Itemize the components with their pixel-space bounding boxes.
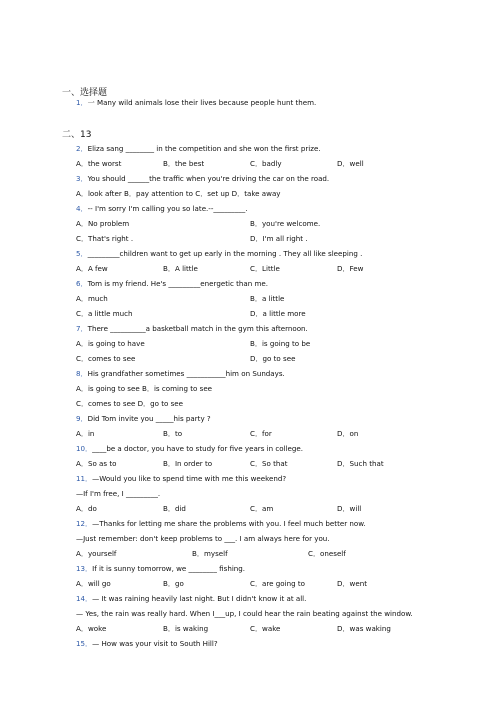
option-c[interactable]: C．So that — [250, 459, 288, 468]
question-7 — [76, 324, 308, 333]
question-8 — [76, 369, 285, 378]
option-c[interactable]: C．Little — [250, 264, 280, 273]
option-d[interactable]: D．a little more — [250, 309, 306, 318]
question-number: 14． — [76, 594, 93, 603]
question-number: 11． — [76, 474, 93, 483]
option-d[interactable]: D．went — [337, 579, 367, 588]
option-b[interactable]: B．you're welcome. — [250, 219, 321, 228]
option-c[interactable]: C．wake — [250, 624, 281, 633]
question-5 — [76, 249, 362, 258]
question-number: 3． — [76, 174, 88, 183]
question-text: ____be a doctor, you have to study for five years in college. — [92, 444, 304, 453]
question-15 — [76, 639, 218, 648]
question-12-response: —Just remember: don't keep problems to ___. I am always here for you. — [76, 534, 330, 543]
question-1 — [76, 98, 316, 107]
option-a[interactable]: A．woke — [76, 624, 107, 633]
option-a[interactable]: A．yourself — [76, 549, 117, 558]
option-d[interactable]: D．on — [337, 429, 359, 438]
question-number: 6． — [76, 279, 88, 288]
option-a[interactable]: A．So as to — [76, 459, 117, 468]
option-a[interactable]: A．much — [76, 294, 108, 303]
option-b[interactable]: B．In order to — [163, 459, 213, 468]
option-b[interactable]: B．myself — [192, 549, 228, 558]
option-a[interactable]: A．No problem — [76, 219, 130, 228]
question-text: _________children want to get up early in the morning . They all like sleeping . — [87, 249, 363, 258]
option-d[interactable]: D．Few — [337, 264, 364, 273]
option-b[interactable]: B．go — [163, 579, 184, 588]
question-text: His grandfather sometimes ___________him on Sundays. — [87, 369, 285, 378]
question-10 — [76, 444, 303, 453]
option-c[interactable]: C．for — [250, 429, 272, 438]
option-b[interactable]: B．to — [163, 429, 183, 438]
question-text: — It was raining heavily last night. But I didn't know it at all. — [92, 594, 307, 603]
question-text: You should ______the traffic when you're driving the car on the road. — [87, 174, 330, 183]
option-c[interactable]: C．am — [250, 504, 274, 513]
option-a[interactable]: A．in — [76, 429, 95, 438]
question-11-response: —If I'm free, I _________. — [76, 489, 161, 498]
option-d[interactable]: D．will — [337, 504, 362, 513]
question-number: 7． — [76, 324, 88, 333]
question-number: 8． — [76, 369, 88, 378]
option-b[interactable]: B．did — [163, 504, 186, 513]
question-text: — How was your visit to South Hill? — [92, 639, 218, 648]
question-2 — [76, 144, 321, 153]
question-text: There __________a basketball match in the gym this afternoon. — [87, 324, 308, 333]
question-number: 15． — [76, 639, 93, 648]
question-number: 2． — [76, 144, 88, 153]
options-line-2[interactable]: C．comes to see D．go to see — [76, 399, 184, 408]
option-b[interactable]: B．the best — [163, 159, 205, 168]
option-c[interactable]: C．a little much — [76, 309, 133, 318]
option-b[interactable]: B．is going to be — [250, 339, 311, 348]
option-a[interactable]: A．do — [76, 504, 97, 513]
question-number: 1． — [76, 98, 88, 107]
question-6 — [76, 279, 268, 288]
option-d[interactable]: D．was waking — [337, 624, 391, 633]
question-13 — [76, 564, 245, 573]
question-3 — [76, 174, 329, 183]
option-b[interactable]: B．A little — [163, 264, 198, 273]
option-c[interactable]: C．are going to — [250, 579, 305, 588]
option-d[interactable]: D．go to see — [250, 354, 296, 363]
question-text: —Would you like to spend time with me this weekend? — [92, 474, 287, 483]
option-b[interactable]: B．is waking — [163, 624, 209, 633]
option-c[interactable]: C．comes to see — [76, 354, 136, 363]
option-c[interactable]: C．badly — [250, 159, 282, 168]
question-text: —Thanks for letting me share the problems with you. I feel much better now. — [92, 519, 366, 528]
question-text: 一 Many wild animals lose their lives because people hunt them. — [87, 98, 317, 107]
question-14 — [76, 594, 306, 603]
question-14-response: — Yes, the rain was really hard. When I___up, I could hear the rain beating against the window. — [76, 609, 413, 618]
question-number: 4． — [76, 204, 88, 213]
options-line-1[interactable]: A．is going to see B．is coming to see — [76, 384, 213, 393]
option-b[interactable]: B．a little — [250, 294, 285, 303]
option-a[interactable]: A．A few — [76, 264, 108, 273]
question-text: Eliza sang ________ in the competition and she won the first prize. — [87, 144, 321, 153]
question-number: 5． — [76, 249, 88, 258]
section-heading-1: 一、选择题 — [62, 88, 108, 98]
question-number: 12． — [76, 519, 93, 528]
option-d[interactable]: D．Such that — [337, 459, 384, 468]
option-a[interactable]: A．will go — [76, 579, 111, 588]
option-d[interactable]: D．I'm all right . — [250, 234, 308, 243]
question-text: If it is sunny tomorrow, we ________ fishing. — [92, 564, 246, 573]
question-4 — [76, 204, 248, 213]
question-text: Tom is my friend. He's _________energetic than me. — [87, 279, 269, 288]
question-11 — [76, 474, 286, 483]
option-c[interactable]: C．oneself — [308, 549, 346, 558]
option-a[interactable]: A．the worst — [76, 159, 122, 168]
question-number: 10． — [76, 444, 93, 453]
option-c[interactable]: C．That's right . — [76, 234, 134, 243]
question-text: Did Tom invite you _____his party ? — [87, 414, 211, 423]
question-number: 9． — [76, 414, 88, 423]
option-a[interactable]: A．is going to have — [76, 339, 145, 348]
question-12 — [76, 519, 366, 528]
section-heading-2: 二、13 — [62, 130, 92, 140]
options-line[interactable]: A．look after B．pay attention to C．set up D．take away — [76, 189, 281, 198]
question-text: -- I'm sorry I'm calling you so late.--_________. — [87, 204, 248, 213]
question-9 — [76, 414, 211, 423]
option-d[interactable]: D．well — [337, 159, 364, 168]
question-number: 13． — [76, 564, 93, 573]
